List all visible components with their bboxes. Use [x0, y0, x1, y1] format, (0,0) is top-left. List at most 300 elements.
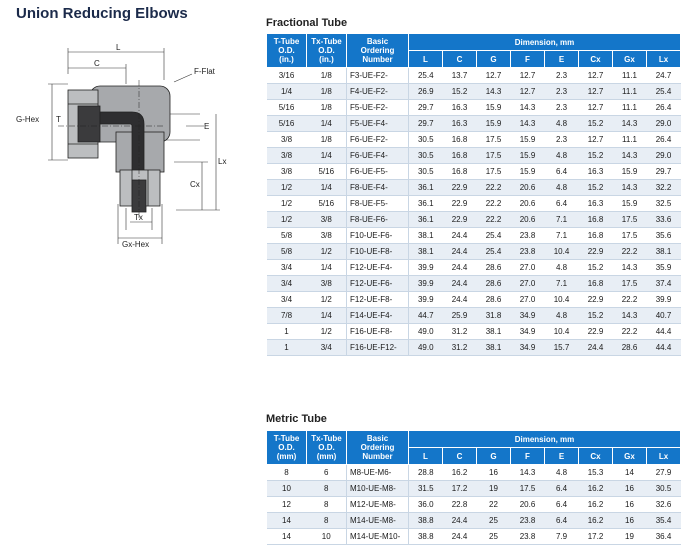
table-cell: 14.3	[477, 84, 511, 100]
table-cell: 32.5	[647, 196, 681, 212]
table-cell: 16.2	[579, 481, 613, 497]
table-cell: 22.9	[579, 244, 613, 260]
table-cell: 25.4	[477, 228, 511, 244]
table-cell: 34.9	[511, 340, 545, 356]
table-cell: 24.4	[443, 529, 477, 545]
col-header-c: C	[443, 51, 477, 68]
ordering-number-cell: F5-UE-F2-	[347, 100, 409, 116]
col-header-dimension: Dimension, mm	[409, 431, 681, 448]
col-header-lx: Lx	[647, 51, 681, 68]
table-row	[267, 513, 681, 529]
table-cell: 16.2	[579, 513, 613, 529]
table-row	[267, 260, 681, 276]
table-cell: 15.7	[545, 340, 579, 356]
table-cell: 12.7	[579, 132, 613, 148]
table-cell: 17.5	[613, 276, 647, 292]
table-cell: 15.2	[579, 308, 613, 324]
fractional-section-title: Fractional Tube	[266, 17, 348, 29]
table-cell: 16.2	[443, 465, 477, 481]
table-row	[267, 292, 681, 308]
table-row	[267, 212, 681, 228]
table-cell: 38.8	[409, 529, 443, 545]
ordering-number-cell: F8-UE-F5-	[347, 196, 409, 212]
table-cell: 30.5	[409, 164, 443, 180]
dim-label-gx-hex: Gx-Hex	[122, 240, 150, 249]
table-cell: 27.0	[511, 260, 545, 276]
table-cell: 8	[307, 497, 347, 513]
table-cell: 28.6	[477, 276, 511, 292]
table-cell: 39.9	[409, 260, 443, 276]
table-cell: 3/4	[267, 260, 307, 276]
table-row	[267, 497, 681, 513]
table-cell: 24.4	[443, 292, 477, 308]
table-cell: 29.0	[647, 116, 681, 132]
dim-label-f-flat: F-Flat	[194, 67, 215, 76]
table-cell: 7.1	[545, 212, 579, 228]
table-cell: 15.9	[613, 164, 647, 180]
table-cell: 38.1	[647, 244, 681, 260]
table-cell: 3/8	[307, 212, 347, 228]
table-cell: 28.8	[409, 465, 443, 481]
table-cell: 24.4	[443, 228, 477, 244]
col-header-lx: Lx	[647, 448, 681, 465]
col-header-e: E	[545, 448, 579, 465]
table-cell: 5/8	[267, 228, 307, 244]
table-cell: 20.6	[511, 180, 545, 196]
table-cell: 16	[613, 481, 647, 497]
col-header-gx: Gx	[613, 448, 647, 465]
table-cell: 22.9	[579, 324, 613, 340]
ordering-number-cell: M14-UE-M8-	[347, 513, 409, 529]
table-cell: 16	[613, 513, 647, 529]
table-row	[267, 481, 681, 497]
table-cell: 10.4	[545, 244, 579, 260]
table-cell: 4.8	[545, 180, 579, 196]
table-cell: 8	[307, 481, 347, 497]
table-cell: 22.9	[443, 212, 477, 228]
table-cell: 28.6	[477, 260, 511, 276]
table-cell: 17.5	[613, 212, 647, 228]
table-cell: 17.5	[477, 148, 511, 164]
dim-label-cx: Cx	[190, 180, 200, 189]
ordering-number-cell: F16-UE-F8-	[347, 324, 409, 340]
table-cell: 30.5	[647, 481, 681, 497]
ordering-number-cell: M14-UE-M10-	[347, 529, 409, 545]
dim-label-g-hex: G-Hex	[16, 115, 40, 124]
table-cell: 31.2	[443, 324, 477, 340]
table-row	[267, 324, 681, 340]
table-cell: 2.3	[545, 68, 579, 84]
table-cell: 4.8	[545, 116, 579, 132]
table-cell: 24.4	[443, 513, 477, 529]
table-cell: 39.9	[409, 276, 443, 292]
table-cell: 11.1	[613, 84, 647, 100]
ordering-number-cell: F12-UE-F8-	[347, 292, 409, 308]
dim-label-e: E	[204, 122, 210, 131]
table-cell: 6.4	[545, 497, 579, 513]
table-cell: 14	[613, 465, 647, 481]
col-header-l: L	[409, 51, 443, 68]
table-cell: 24.4	[443, 244, 477, 260]
dim-label-c: C	[94, 59, 100, 68]
table-cell: 1/2	[267, 196, 307, 212]
table-row	[267, 148, 681, 164]
ordering-number-cell: F14-UE-F4-	[347, 308, 409, 324]
table-cell: 20.6	[511, 212, 545, 228]
table-cell: 3/8	[267, 164, 307, 180]
table-cell: 25	[477, 513, 511, 529]
table-cell: 5/16	[267, 100, 307, 116]
ordering-number-cell: F16-UE-F12-	[347, 340, 409, 356]
col-header-t-tube: T-Tube O.D. (in.)	[267, 34, 307, 68]
table-row	[267, 164, 681, 180]
table-cell: 35.4	[647, 513, 681, 529]
table-cell: 15.3	[579, 465, 613, 481]
table-cell: 2.3	[545, 100, 579, 116]
table-cell: 25.9	[443, 308, 477, 324]
table-cell: 16.2	[579, 497, 613, 513]
col-header-gx: Gx	[613, 51, 647, 68]
table-cell: 16.3	[443, 100, 477, 116]
table-cell: 15.9	[613, 196, 647, 212]
table-row	[267, 308, 681, 324]
table-cell: 34.9	[511, 308, 545, 324]
table-cell: 17.5	[511, 481, 545, 497]
table-cell: 31.5	[409, 481, 443, 497]
table-cell: 27.9	[647, 465, 681, 481]
table-cell: 1/8	[307, 100, 347, 116]
table-row	[267, 340, 681, 356]
table-cell: 1/4	[307, 148, 347, 164]
table-row	[267, 84, 681, 100]
metric-section-title: Metric Tube	[266, 413, 327, 425]
table-cell: 15.2	[443, 84, 477, 100]
table-row	[267, 244, 681, 260]
ordering-number-cell: F10-UE-F6-	[347, 228, 409, 244]
table-cell: 14.3	[511, 465, 545, 481]
table-cell: 15.9	[511, 132, 545, 148]
table-cell: 31.2	[443, 340, 477, 356]
col-header-t-tube: T-Tube O.D. (mm)	[267, 431, 307, 465]
table-cell: 15.9	[477, 100, 511, 116]
table-cell: 1/8	[307, 68, 347, 84]
table-cell: 20.6	[511, 196, 545, 212]
ordering-number-cell: F5-UE-F4-	[347, 116, 409, 132]
table-cell: 11.1	[613, 132, 647, 148]
table-cell: 22.2	[613, 244, 647, 260]
table-cell: 23.8	[511, 513, 545, 529]
table-cell: 7/8	[267, 308, 307, 324]
table-cell: 7.1	[545, 228, 579, 244]
table-cell: 16.3	[579, 164, 613, 180]
elbow-diagram	[14, 40, 232, 250]
table-cell: 22.9	[443, 180, 477, 196]
table-cell: 35.9	[647, 260, 681, 276]
col-header-f: F	[511, 51, 545, 68]
table-cell: 33.6	[647, 212, 681, 228]
table-cell: 1/2	[307, 292, 347, 308]
col-header-tx-tube: Tx-Tube O.D. (in.)	[307, 34, 347, 68]
col-header-tx-tube: Tx-Tube O.D. (mm)	[307, 431, 347, 465]
table-cell: 49.0	[409, 340, 443, 356]
ordering-number-cell: F6-UE-F2-	[347, 132, 409, 148]
ordering-number-cell: F6-UE-F5-	[347, 164, 409, 180]
table-cell: 14.3	[613, 148, 647, 164]
ordering-number-cell: F10-UE-F8-	[347, 244, 409, 260]
ordering-number-cell: M10-UE-M8-	[347, 481, 409, 497]
table-row	[267, 180, 681, 196]
table-cell: 3/8	[267, 132, 307, 148]
table-cell: 17.5	[613, 228, 647, 244]
table-cell: 10.4	[545, 292, 579, 308]
table-cell: 10	[307, 529, 347, 545]
table-cell: 14.3	[613, 180, 647, 196]
table-cell: 16.8	[579, 212, 613, 228]
dim-label-tx: Tx	[134, 213, 143, 222]
ordering-number-cell: M12-UE-M8-	[347, 497, 409, 513]
table-cell: 8	[307, 513, 347, 529]
table-cell: 35.6	[647, 228, 681, 244]
table-cell: 38.1	[409, 228, 443, 244]
table-cell: 26.4	[647, 100, 681, 116]
table-cell: 16	[613, 497, 647, 513]
table-cell: 25.4	[409, 68, 443, 84]
table-cell: 24.4	[443, 276, 477, 292]
table-cell: 3/16	[267, 68, 307, 84]
table-cell: 6.4	[545, 196, 579, 212]
col-header-l: L	[409, 448, 443, 465]
table-row	[267, 228, 681, 244]
table-cell: 34.9	[511, 324, 545, 340]
table-cell: 36.1	[409, 180, 443, 196]
table-cell: 14.3	[511, 116, 545, 132]
table-cell: 16.8	[579, 228, 613, 244]
table-cell: 44.4	[647, 324, 681, 340]
table-cell: 1/2	[307, 324, 347, 340]
table-cell: 22.2	[477, 180, 511, 196]
table-cell: 5/8	[267, 244, 307, 260]
table-cell: 27.0	[511, 292, 545, 308]
dim-label-t: T	[56, 115, 61, 124]
table-row	[267, 68, 681, 84]
table-cell: 44.7	[409, 308, 443, 324]
table-cell: 12.7	[511, 84, 545, 100]
table-row	[267, 529, 681, 545]
table-cell: 19	[613, 529, 647, 545]
table-cell: 22.2	[613, 292, 647, 308]
table-cell: 25.4	[647, 84, 681, 100]
table-cell: 4.8	[545, 308, 579, 324]
table-cell: 16.8	[443, 132, 477, 148]
table-cell: 14.3	[613, 308, 647, 324]
table-cell: 32.6	[647, 497, 681, 513]
table-cell: 14.3	[613, 116, 647, 132]
ordering-number-cell: M8-UE-M6-	[347, 465, 409, 481]
table-cell: 27.0	[511, 276, 545, 292]
table-cell: 1/2	[267, 212, 307, 228]
table-cell: 23.8	[511, 529, 545, 545]
table-cell: 6.4	[545, 513, 579, 529]
table-cell: 1/4	[307, 116, 347, 132]
table-cell: 38.1	[409, 244, 443, 260]
table-cell: 25.4	[477, 244, 511, 260]
table-cell: 1	[267, 340, 307, 356]
table-cell: 16.8	[443, 164, 477, 180]
col-header-basic-ordering-number: Basic Ordering Number	[347, 34, 409, 68]
col-header-cx: Cx	[579, 448, 613, 465]
table-cell: 26.4	[647, 132, 681, 148]
col-header-f: F	[511, 448, 545, 465]
table-cell: 38.1	[477, 324, 511, 340]
table-cell: 3/8	[267, 148, 307, 164]
table-cell: 16	[477, 465, 511, 481]
table-cell: 11.1	[613, 100, 647, 116]
table-cell: 15.9	[511, 148, 545, 164]
table-cell: 12.7	[579, 100, 613, 116]
table-cell: 24.7	[647, 68, 681, 84]
table-cell: 17.5	[477, 164, 511, 180]
col-header-g: G	[477, 448, 511, 465]
table-cell: 1/4	[307, 260, 347, 276]
table-cell: 6.4	[545, 481, 579, 497]
table-cell: 12	[267, 497, 307, 513]
ordering-number-cell: F12-UE-F4-	[347, 260, 409, 276]
table-cell: 1/8	[307, 132, 347, 148]
table-cell: 16.3	[579, 196, 613, 212]
table-cell: 28.6	[477, 292, 511, 308]
table-cell: 3/4	[267, 276, 307, 292]
table-cell: 1/4	[307, 308, 347, 324]
table-cell: 13.7	[443, 68, 477, 84]
table-cell: 4.8	[545, 148, 579, 164]
table-cell: 30.5	[409, 148, 443, 164]
table-cell: 26.9	[409, 84, 443, 100]
table-cell: 16.8	[443, 148, 477, 164]
table-cell: 12.7	[579, 84, 613, 100]
ordering-number-cell: F4-UE-F2-	[347, 84, 409, 100]
table-cell: 5/16	[267, 116, 307, 132]
table-cell: 30.5	[409, 132, 443, 148]
col-header-c: C	[443, 448, 477, 465]
metric-table	[266, 430, 681, 545]
table-cell: 22.9	[443, 196, 477, 212]
table-cell: 6	[307, 465, 347, 481]
ordering-number-cell: F12-UE-F6-	[347, 276, 409, 292]
dim-label-l: L	[116, 43, 121, 52]
table-cell: 36.1	[409, 212, 443, 228]
table-cell: 14	[267, 513, 307, 529]
table-cell: 22.2	[477, 196, 511, 212]
ordering-number-cell: F8-UE-F4-	[347, 180, 409, 196]
col-header-g: G	[477, 51, 511, 68]
table-cell: 15.2	[579, 260, 613, 276]
table-cell: 49.0	[409, 324, 443, 340]
table-cell: 24.4	[443, 260, 477, 276]
table-cell: 16.8	[579, 276, 613, 292]
table-cell: 22.2	[477, 212, 511, 228]
ordering-number-cell: F6-UE-F4-	[347, 148, 409, 164]
table-cell: 31.8	[477, 308, 511, 324]
table-cell: 2.3	[545, 84, 579, 100]
table-cell: 12.7	[511, 68, 545, 84]
col-header-e: E	[545, 51, 579, 68]
table-cell: 24.4	[579, 340, 613, 356]
table-cell: 1/2	[307, 244, 347, 260]
ordering-number-cell: F8-UE-F6-	[347, 212, 409, 228]
table-cell: 38.1	[477, 340, 511, 356]
table-cell: 4.8	[545, 465, 579, 481]
table-cell: 10.4	[545, 324, 579, 340]
table-cell: 40.7	[647, 308, 681, 324]
page-title: Union Reducing Elbows	[16, 5, 188, 22]
table-cell: 15.9	[477, 116, 511, 132]
table-cell: 32.2	[647, 180, 681, 196]
table-cell: 4.8	[545, 260, 579, 276]
table-cell: 10	[267, 481, 307, 497]
fractional-table	[266, 33, 681, 356]
table-cell: 3/4	[307, 340, 347, 356]
table-cell: 7.9	[545, 529, 579, 545]
table-cell: 17.2	[443, 481, 477, 497]
table-cell: 25	[477, 529, 511, 545]
table-cell: 44.4	[647, 340, 681, 356]
table-cell: 1/4	[307, 180, 347, 196]
table-cell: 15.2	[579, 148, 613, 164]
table-cell: 38.8	[409, 513, 443, 529]
dim-label-lx: Lx	[218, 157, 227, 166]
table-cell: 29.7	[647, 164, 681, 180]
table-cell: 22.9	[579, 292, 613, 308]
table-cell: 22.8	[443, 497, 477, 513]
table-cell: 17.2	[579, 529, 613, 545]
table-cell: 3/4	[267, 292, 307, 308]
table-cell: 28.6	[613, 340, 647, 356]
table-cell: 17.5	[477, 132, 511, 148]
table-row	[267, 116, 681, 132]
table-cell: 1/8	[307, 84, 347, 100]
table-cell: 36.0	[409, 497, 443, 513]
table-cell: 29.7	[409, 100, 443, 116]
table-cell: 16.3	[443, 116, 477, 132]
table-row	[267, 465, 681, 481]
table-cell: 14	[267, 529, 307, 545]
table-row	[267, 276, 681, 292]
table-cell: 36.4	[647, 529, 681, 545]
table-cell: 39.9	[647, 292, 681, 308]
table-cell: 6.4	[545, 164, 579, 180]
table-cell: 5/16	[307, 196, 347, 212]
table-cell: 23.8	[511, 244, 545, 260]
table-cell: 1	[267, 324, 307, 340]
table-cell: 3/8	[307, 228, 347, 244]
table-cell: 3/8	[307, 276, 347, 292]
table-cell: 15.2	[579, 180, 613, 196]
table-cell: 22	[477, 497, 511, 513]
table-cell: 22.2	[613, 324, 647, 340]
table-cell: 14.3	[613, 260, 647, 276]
table-cell: 14.3	[511, 100, 545, 116]
table-cell: 23.8	[511, 228, 545, 244]
table-cell: 7.1	[545, 276, 579, 292]
table-cell: 12.7	[579, 68, 613, 84]
table-row	[267, 132, 681, 148]
table-cell: 11.1	[613, 68, 647, 84]
table-cell: 15.9	[511, 164, 545, 180]
table-cell: 20.6	[511, 497, 545, 513]
table-cell: 39.9	[409, 292, 443, 308]
table-cell: 19	[477, 481, 511, 497]
table-cell: 8	[267, 465, 307, 481]
